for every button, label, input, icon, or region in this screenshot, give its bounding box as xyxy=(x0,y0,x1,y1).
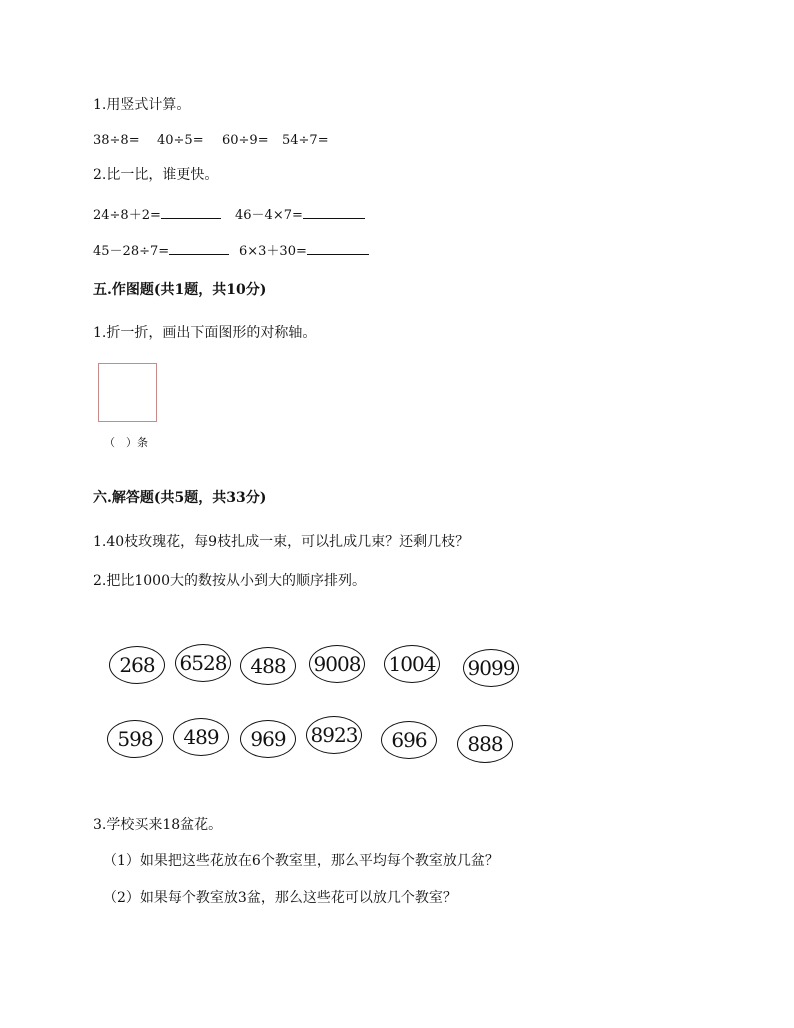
q1-item: 38÷8= xyxy=(93,133,140,148)
number-oval: 489 xyxy=(173,718,229,756)
q2-expr: 24÷8＋2= xyxy=(93,208,161,223)
section5-heading: 五.作图题(共1题，共10分) xyxy=(93,282,267,298)
s6-q3-sub1: （1）如果把这些花放在6个教室里，那么平均每个教室放几盆？ xyxy=(103,853,499,869)
q1-item: 40÷5= xyxy=(157,133,204,148)
s6-q3-sub2: （2）如果每个教室放3盆，那么这些花可以放几个教室？ xyxy=(103,890,457,906)
section6-heading: 六.解答题(共5题，共33分) xyxy=(93,490,267,506)
s6-q3: 3.学校买来18盆花。 xyxy=(93,817,223,833)
q2-title: 2.比一比，谁更快。 xyxy=(93,167,219,183)
q2-expr: 6×3＋30= xyxy=(239,244,307,259)
number-oval: 8923 xyxy=(306,716,362,754)
number-oval: 9008 xyxy=(309,645,365,683)
number-oval: 888 xyxy=(457,725,513,763)
square-figure xyxy=(98,363,157,422)
q1-item: 60÷9= xyxy=(222,133,269,148)
q2-expr: 45－28÷7= xyxy=(93,244,170,259)
s6-q1: 1.40枝玫瑰花，每9枝扎成一束，可以扎成几束？还剩几枝？ xyxy=(93,534,470,550)
answer-blank[interactable] xyxy=(161,204,221,219)
number-oval: 488 xyxy=(240,647,296,685)
number-oval: 268 xyxy=(109,646,165,684)
answer-blank[interactable] xyxy=(169,240,229,255)
answer-blank[interactable] xyxy=(307,240,369,255)
axis-count-label: （ ）条 xyxy=(104,436,148,449)
q1-title: 1.用竖式计算。 xyxy=(93,97,191,113)
number-oval: 969 xyxy=(240,720,296,758)
number-oval: 1004 xyxy=(384,645,440,683)
q1-item: 54÷7= xyxy=(282,133,329,148)
s5-q1: 1.折一折，画出下面图形的对称轴。 xyxy=(93,325,317,341)
s6-q2: 2.把比1000大的数按从小到大的顺序排列。 xyxy=(93,573,366,589)
number-oval: 9099 xyxy=(463,649,519,687)
answer-blank[interactable] xyxy=(303,204,365,219)
number-oval: 6528 xyxy=(175,644,231,682)
number-oval: 696 xyxy=(381,721,437,759)
q2-expr: 46－4×7= xyxy=(235,208,303,223)
number-oval: 598 xyxy=(107,720,163,758)
